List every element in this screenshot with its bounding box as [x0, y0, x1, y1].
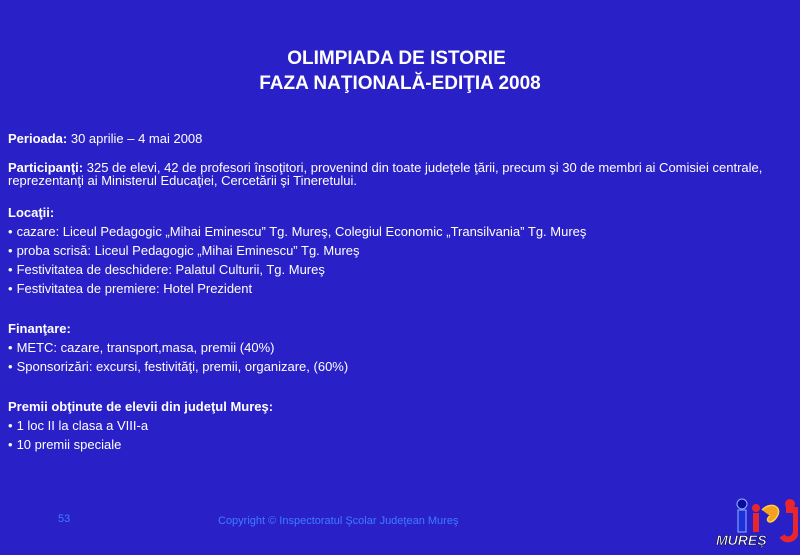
- list-item: • proba scrisă: Liceul Pedagogic „Mihai Eminescu” Tg. Mureş: [8, 241, 788, 260]
- participants-paragraph: [8, 161, 788, 187]
- participants-label: Participanţi:: [8, 160, 84, 175]
- title-line-2: FAZA NAŢIONALĂ-EDIŢIA 2008: [259, 73, 541, 94]
- copyright-text: Copyright © Inspectoratul Şcolar Judeţean Mureş: [218, 515, 459, 527]
- slide-content: [8, 131, 788, 454]
- list-item: • Festivitatea de premiere: Hotel Prezident: [8, 279, 788, 298]
- list-item: • METC: cazare, transport,masa, premii (40%): [8, 338, 788, 357]
- page-number: 53: [58, 513, 71, 525]
- locations-heading: Locaţii:: [8, 205, 55, 220]
- list-item: • 1 loc II la clasa a VIII-a: [8, 416, 788, 435]
- list-item: • cazare: Liceul Pedagogic „Mihai Eminescu” Tg. Mureş, Colegiul Economic „Transilvania” Tg. Mureş: [8, 222, 788, 241]
- period-value: 30 aprilie – 4 mai 2008: [67, 131, 203, 146]
- slide-title: [0, 46, 800, 96]
- list-item: • Sponsorizări: excursi, festivităţi, premii, organizare, (60%): [8, 357, 788, 376]
- period-paragraph: [8, 131, 788, 147]
- funding-heading: Finanţare:: [8, 321, 71, 336]
- list-item: • 10 premii speciale: [8, 435, 788, 454]
- title-line-1: OLIMPIADA DE ISTORIE: [287, 48, 506, 69]
- isj-mures-logo-icon: [712, 496, 798, 550]
- list-item: • Festivitatea de deschidere: Palatul Culturii, Tg. Mureş: [8, 260, 788, 279]
- participants-value: 325 de elevi, 42 de profesori însoţitori, provenind din toate judeţele ţării, precum şi 30 de membri ai Comisiei centrale, reprezentanţi ai Ministerul Educaţiei, Cercetării şi Tineretului.: [8, 160, 763, 188]
- prizes-heading: Premii obţinute de elevii din judeţul Mureş:: [8, 399, 274, 414]
- logo-text: MUREŞ: [716, 532, 767, 548]
- period-label: Perioada:: [8, 131, 68, 146]
